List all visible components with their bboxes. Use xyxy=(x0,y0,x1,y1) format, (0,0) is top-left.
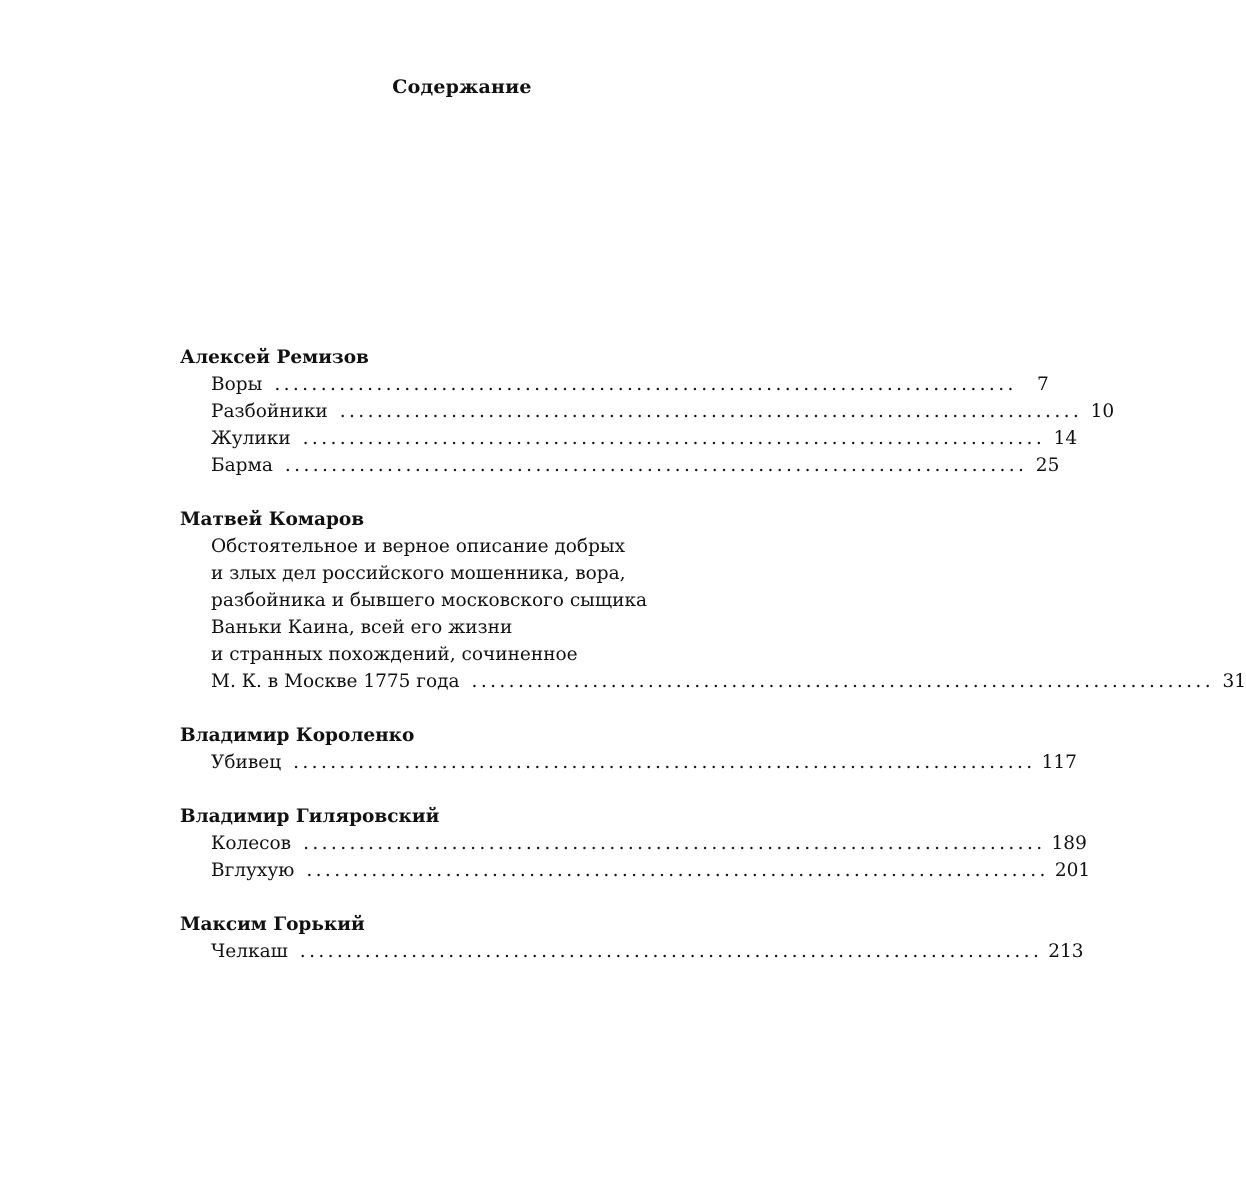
table-of-contents xyxy=(180,344,1246,992)
entry-title-line: Ваньки Каина, всей его жизни xyxy=(211,617,513,638)
entry-list xyxy=(180,533,1246,695)
entry-title-line: и странных похождений, сочиненное xyxy=(211,644,578,665)
entry-list xyxy=(180,371,1115,479)
page-number: 7 xyxy=(1036,374,1049,395)
toc-entry[interactable] xyxy=(211,830,1087,857)
dot-leader: ................................................................................ xyxy=(293,752,1036,773)
toc-entry[interactable] xyxy=(211,425,1078,452)
author-group xyxy=(180,722,1077,776)
entry-title: Колесов xyxy=(211,833,292,854)
author-group xyxy=(180,344,1115,479)
page-number: 31 xyxy=(1222,671,1246,692)
page-number: 14 xyxy=(1053,428,1078,449)
page-title: Содержание xyxy=(392,76,532,98)
toc-entry[interactable] xyxy=(211,668,1246,695)
page-number: 201 xyxy=(1054,860,1091,881)
entry-title: Вглухую xyxy=(211,860,295,881)
author-name: Максим Горький xyxy=(180,914,365,935)
page-number: 117 xyxy=(1041,752,1077,773)
entry-title: М. К. в Москве 1775 года xyxy=(211,671,460,692)
page-number: 189 xyxy=(1051,833,1087,854)
dot-leader: ................................................................................ xyxy=(299,941,1043,962)
toc-entry[interactable] xyxy=(211,452,1060,479)
dot-leader: ................................................................................ xyxy=(302,428,1046,449)
page-number: 10 xyxy=(1090,401,1115,422)
author-group xyxy=(180,911,1084,965)
page-number: 213 xyxy=(1048,941,1084,962)
author-group xyxy=(180,803,1091,884)
entry-title-line: и злых дел российского мошенника, вора, xyxy=(211,563,626,584)
entry-title-line: Обстоятельное и верное описание добрых xyxy=(211,536,626,557)
entry-title: Разбойники xyxy=(211,401,328,422)
toc-entry[interactable] xyxy=(211,749,1077,776)
entry-title: Челкаш xyxy=(211,941,288,962)
entry-list xyxy=(180,830,1091,884)
toc-entry[interactable] xyxy=(211,398,1115,425)
entry-title: Жулики xyxy=(211,428,291,449)
entry-list xyxy=(180,749,1077,776)
dot-leader: ................................................................................ xyxy=(284,455,1028,476)
author-name: Владимир Гиляровский xyxy=(180,806,440,827)
toc-entry[interactable] xyxy=(211,857,1091,884)
entry-list xyxy=(180,938,1084,965)
entry-title: Убивец xyxy=(211,752,282,773)
entry-title: Воры xyxy=(211,374,263,395)
author-group xyxy=(180,506,1246,695)
toc-entry[interactable] xyxy=(211,938,1084,965)
entry-title: Барма xyxy=(211,455,273,476)
author-name: Алексей Ремизов xyxy=(180,347,369,368)
author-name: Владимир Короленко xyxy=(180,725,415,746)
dot-leader: ................................................................................ xyxy=(274,374,1017,395)
author-name: Матвей Комаров xyxy=(180,509,365,530)
dot-leader: ................................................................................ xyxy=(339,401,1083,422)
toc-entry[interactable] xyxy=(211,371,1049,398)
dot-leader: ................................................................................ xyxy=(471,671,1214,692)
dot-leader: ................................................................................ xyxy=(306,860,1049,881)
entry-title-line: разбойника и бывшего московского сыщика xyxy=(211,590,648,611)
page-number: 25 xyxy=(1035,455,1060,476)
dot-leader: ................................................................................ xyxy=(303,833,1046,854)
